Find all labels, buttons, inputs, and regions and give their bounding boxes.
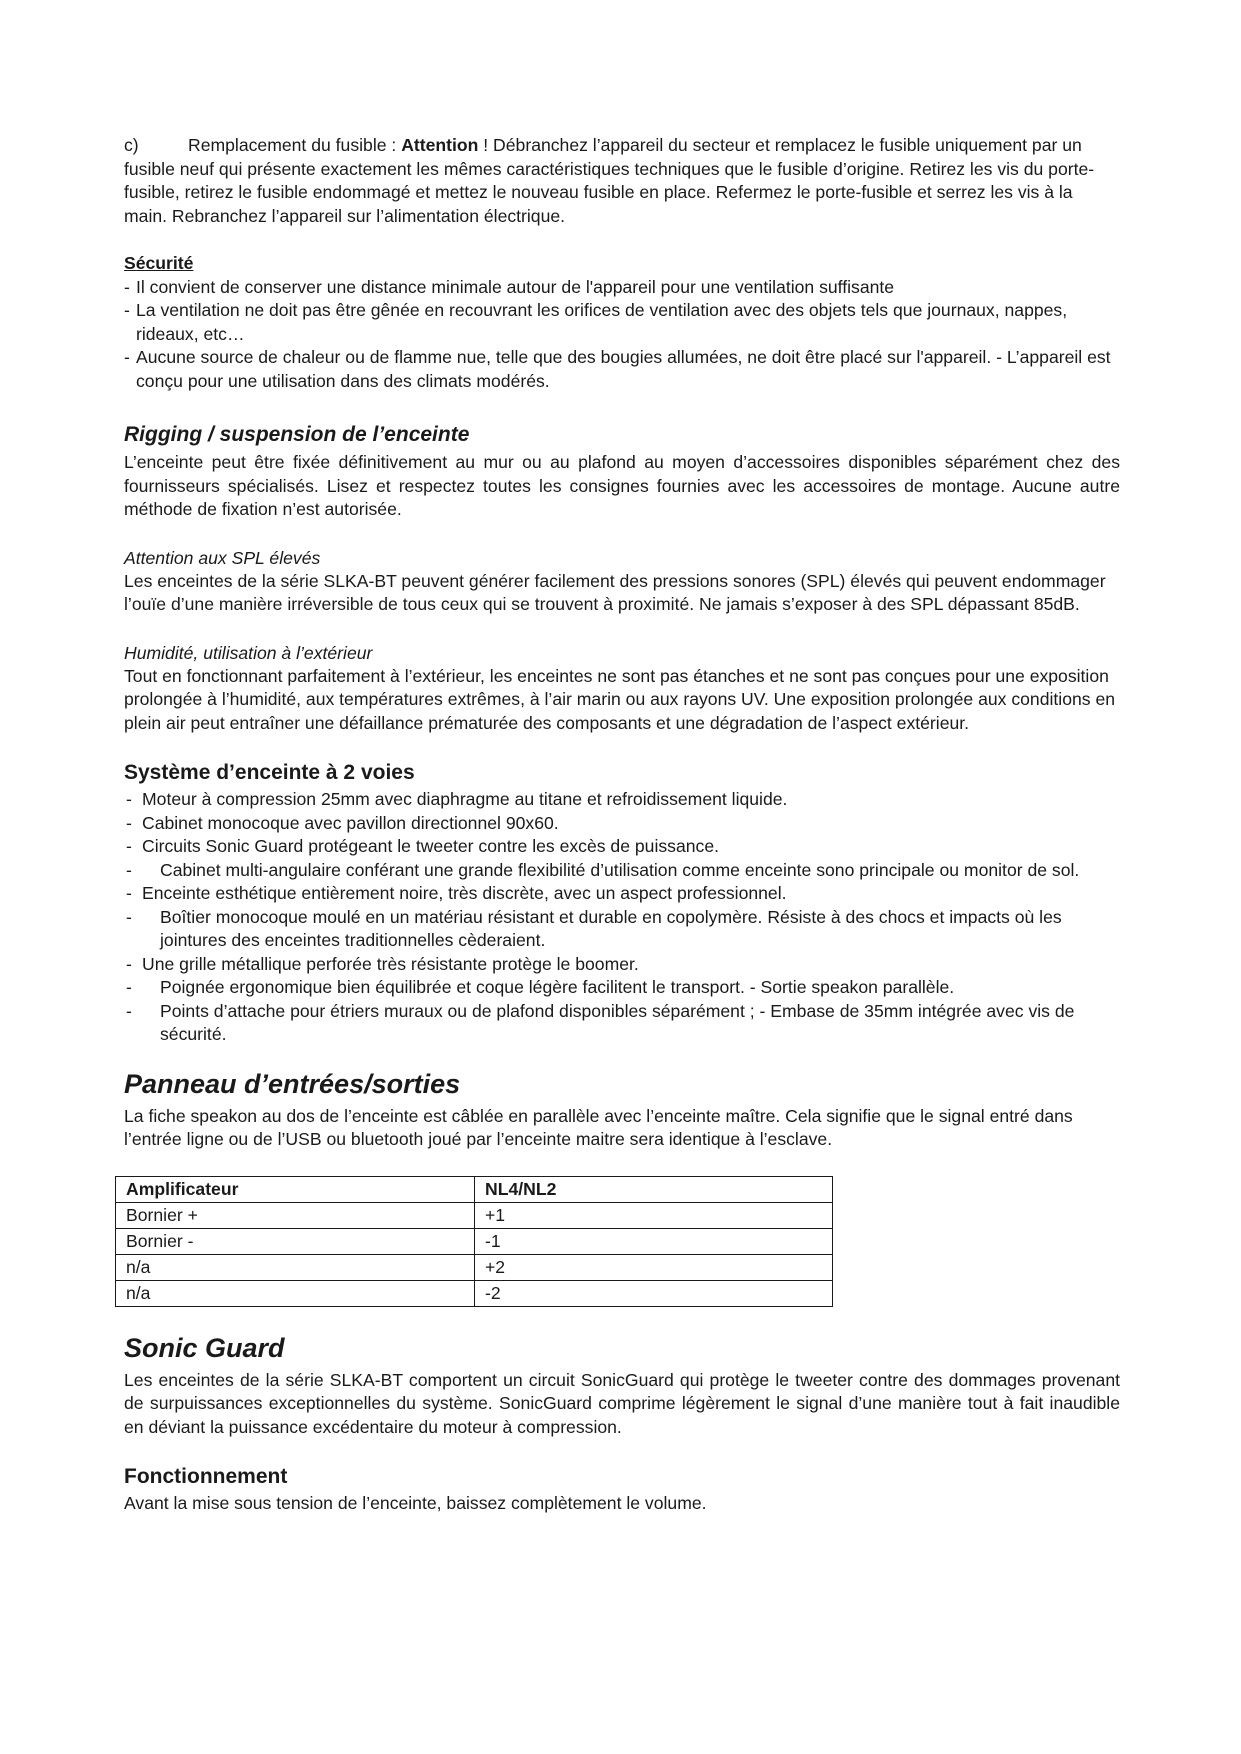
systeme-title: Système d’enceinte à 2 voies	[124, 761, 415, 784]
table-row	[116, 1228, 833, 1254]
list-item: - Une grille métallique perforée très résistante protège le boomer.	[124, 953, 1120, 977]
panneau-title: Panneau d’entrées/sorties	[124, 1068, 461, 1099]
fuse-attention: Attention	[401, 135, 479, 155]
fuse-label: c)	[124, 135, 139, 155]
sonic-title: Sonic Guard	[124, 1332, 285, 1363]
table-header: NL4/NL2	[475, 1176, 833, 1202]
fonctionnement-text: Avant la mise sous tension de l’enceinte, baissez complètement le volume.	[124, 1493, 707, 1513]
list-item: - Enceinte esthétique entièrement noire, très discrète, avec un aspect professionnel.	[124, 882, 1120, 906]
list-item: - Il convient de conserver une distance minimale autour de l'appareil pour une ventilation suffisante	[124, 276, 1120, 300]
list-item: - Cabinet multi-angulaire conférant une grande flexibilité d’utilisation comme enceinte sono principale ou monitor de sol.	[124, 859, 1120, 883]
table-header: Amplificateur	[116, 1176, 475, 1202]
list-item: - Circuits Sonic Guard protégeant le tweeter contre les excès de puissance.	[124, 835, 1120, 859]
sonic-text: Les enceintes de la série SLKA-BT comportent un circuit SonicGuard qui protège le tweeter contre des dommages provenant de surpuissances exceptionnelles du système. SonicGuard comprime légèrement le signal d’une manière tout à fait inaudible en déviant la puissance excédentaire du moteur à compression.	[124, 1369, 1120, 1437]
document-page	[124, 134, 1120, 1516]
rigging-title: Rigging / suspension de l’enceinte	[124, 423, 470, 446]
table-cell: +2	[475, 1254, 833, 1280]
table-header-row	[116, 1176, 833, 1202]
io-table	[115, 1176, 833, 1307]
securite-title: Sécurité	[124, 253, 194, 273]
fuse-intro: Remplacement du fusible :	[188, 135, 402, 155]
systeme-list	[124, 788, 1120, 1047]
table-row	[116, 1280, 833, 1306]
table-cell: -2	[475, 1280, 833, 1306]
table-row	[116, 1254, 833, 1280]
spl-text: Les enceintes de la série SLKA-BT peuvent générer facilement des pressions sonores (SPL) élevés qui peuvent endommager l’ouïe d’une manière irréversible de tous ceux qui se trouvent à proximité. Ne jamais s’exposer à des SPL dépassant 85dB.	[124, 570, 1106, 614]
securite-list	[124, 276, 1120, 394]
humidite-title: Humidité, utilisation à l’extérieur	[124, 642, 373, 663]
list-item: - Cabinet monocoque avec pavillon directionnel 90x60.	[124, 812, 1120, 836]
fuse-text: ! Débranchez l’appareil du secteur et remplacez le fusible uniquement par un fusible neuf qui présente exactement les mêmes caractéristiques techniques que le fusible d’origine. Retirez les vis du porte-fusible, retirez le fusible endommagé et mettez le nouveau fusible en place. Refermez le porte-fusible et serrez les vis à la main. Rebranchez l’appareil sur l’alimentation électrique.	[124, 135, 1095, 226]
list-item: - Aucune source de chaleur ou de flamme nue, telle que des bougies allumées, ne doit être placé sur l'appareil. - L’appareil est conçu pour une utilisation dans des climats modérés.	[124, 346, 1120, 393]
list-item: - Boîtier monocoque moulé en un matériau résistant et durable en copolymère. Résiste à des chocs et impacts où les jointures des enceintes traditionnelles cèderaient.	[124, 906, 1120, 953]
list-item: - Moteur à compression 25mm avec diaphragme au titane et refroidissement liquide.	[124, 788, 1120, 812]
list-item: - Points d’attache pour étriers muraux ou de plafond disponibles séparément ; - Embase de 35mm intégrée avec vis de sécurité.	[124, 1000, 1120, 1047]
table-cell: n/a	[116, 1280, 475, 1306]
table-cell: -1	[475, 1228, 833, 1254]
table-row	[116, 1202, 833, 1228]
panneau-text: La fiche speakon au dos de l’enceinte est câblée en parallèle avec l’enceinte maître. Cela signifie que le signal entré dans l’entrée ligne ou de l’USB ou bluetooth joué par l’enceinte maitre sera identique à l’esclave.	[124, 1105, 1073, 1149]
table-cell: n/a	[116, 1254, 475, 1280]
fonctionnement-title: Fonctionnement	[124, 1465, 288, 1488]
table-cell: Bornier +	[116, 1202, 475, 1228]
fuse-paragraph	[124, 134, 1120, 228]
list-item: - La ventilation ne doit pas être gênée en recouvrant les orifices de ventilation avec des objets tels que journaux, nappes, rideaux, etc…	[124, 299, 1120, 346]
table-cell: +1	[475, 1202, 833, 1228]
list-item: - Poignée ergonomique bien équilibrée et coque légère facilitent le transport. - Sortie speakon parallèle.	[124, 976, 1120, 1000]
humidite-text: Tout en fonctionnant parfaitement à l’extérieur, les enceintes ne sont pas étanches et ne sont pas conçues pour une exposition prolongée à l’humidité, aux températures extrêmes, à l’air marin ou aux rayons UV. Une exposition prolongée aux conditions en plein air peut entraîner une défaillance prématurée des composants et une dégradation de l’aspect extérieur.	[124, 665, 1116, 733]
table-cell: Bornier -	[116, 1228, 475, 1254]
spl-title: Attention aux SPL élevés	[124, 547, 321, 568]
rigging-text: L’enceinte peut être fixée définitivement au mur ou au plafond au moyen d’accessoires disponibles séparément chez des fournisseurs spécialisés. Lisez et respectez toutes les consignes fournies avec les accessoires de montage. Aucune autre méthode de fixation n’est autorisée.	[124, 452, 1120, 519]
